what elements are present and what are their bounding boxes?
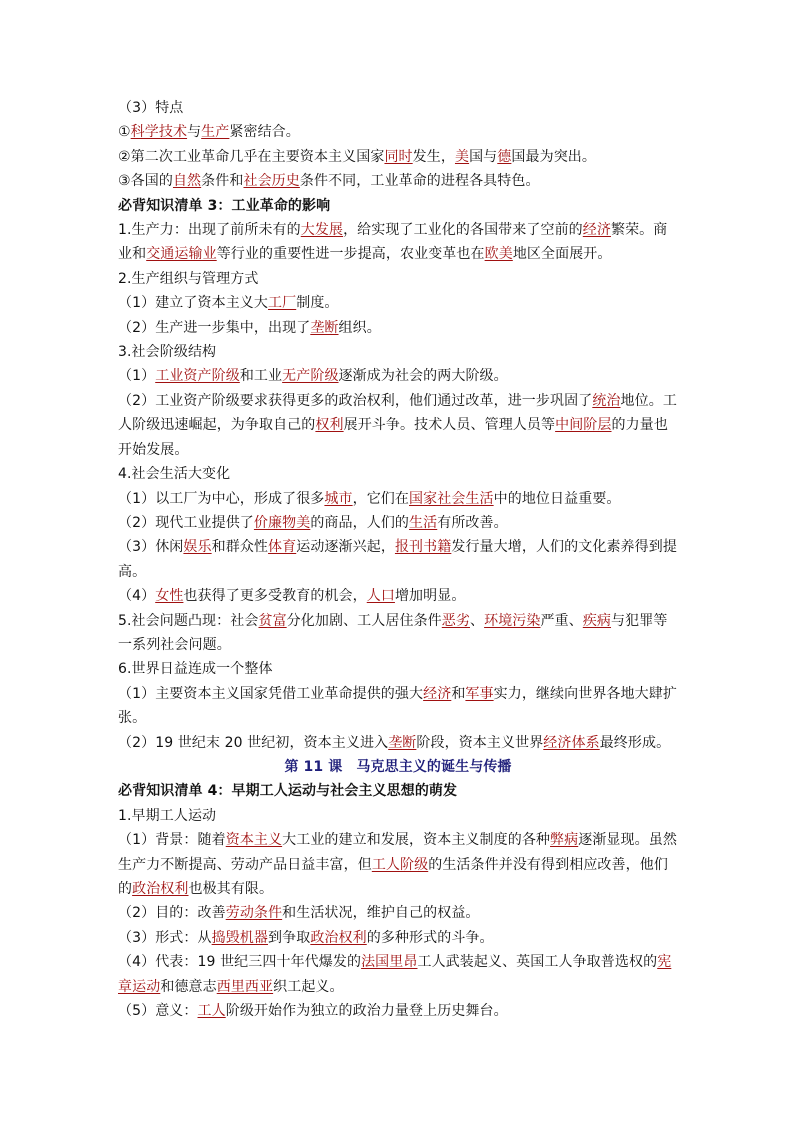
text-span: 运动逐渐兴起， — [296, 539, 395, 556]
text-line — [118, 731, 678, 755]
text-span: （1） — [118, 368, 156, 385]
key-term: 国家社会生活 — [409, 490, 494, 507]
text-span: 实力，继续向世界各地大肆扩张。 — [118, 685, 677, 727]
key-term: 宪章运动 — [118, 954, 672, 995]
text-span: 国与 — [469, 148, 498, 165]
key-term: 同时 — [384, 148, 413, 165]
key-term: 统治 — [592, 392, 621, 409]
key-term: 劳动条件 — [225, 905, 283, 922]
text-span: 展开斗争。技术人员、管理人员等 — [343, 417, 556, 434]
text-span: 织工起义。 — [273, 978, 344, 995]
text-line — [118, 584, 678, 608]
text-span: 、 — [469, 612, 485, 629]
text-span: 的生活条件并没有得到相应改善，他们的 — [118, 856, 668, 897]
text-span: 的商品，人们的 — [310, 514, 410, 531]
key-term: 贫富 — [258, 612, 287, 629]
key-term: 疾病 — [582, 612, 612, 629]
text-span: 2.生产组织与管理方式 — [118, 270, 259, 287]
key-term: 西里西亚 — [216, 978, 274, 995]
text-line — [118, 145, 678, 169]
text-span: （3）形式：从 — [118, 929, 212, 946]
text-span: 繁荣。商业和 — [118, 222, 668, 263]
text-line — [118, 804, 678, 828]
text-line — [118, 901, 678, 925]
text-span: 工人武装起义、英国工人争取普选权的 — [417, 954, 658, 971]
text-line — [118, 96, 678, 120]
text-span: ，给实现了工业化的各国带来了空前的 — [343, 222, 583, 239]
key-term: 垄断 — [388, 734, 417, 751]
text-span: 地区全面展开。 — [512, 246, 612, 263]
text-span: （1）建立了资本主义大 — [118, 295, 269, 312]
key-term: 美 — [454, 148, 470, 165]
key-term: 政治权利 — [132, 881, 189, 897]
text-span: 4.社会生活大变化 — [118, 466, 231, 483]
text-span: 分化加剧、工人居住条件 — [286, 612, 442, 629]
text-span: 与犯罪等一系列社会问题。 — [118, 612, 668, 653]
key-term: 经济 — [423, 685, 452, 702]
text-span: 和群众性 — [211, 539, 269, 556]
text-line — [118, 316, 678, 340]
text-span: （4）代表：19 世纪三四十年代爆发的 — [118, 954, 362, 971]
text-span: （2）现代工业提供了 — [118, 514, 254, 531]
text-span: 地位。工人阶级迅速崛起，为争取自己的 — [118, 392, 677, 434]
text-span: 和工业 — [239, 368, 283, 385]
text-span: 也获得了更多受教育的机会， — [183, 588, 367, 605]
text-span: （2）目的：改善 — [118, 905, 226, 922]
text-line — [118, 999, 678, 1023]
text-line — [118, 926, 678, 950]
key-term: 科学技术 — [130, 124, 188, 141]
text-span: 第 11 课 马克思主义的诞生与传播 — [284, 758, 512, 775]
text-line — [118, 169, 678, 193]
key-term: 工业资产阶级 — [155, 368, 240, 385]
text-line — [118, 364, 678, 388]
text-span: 制度。 — [296, 295, 339, 312]
key-term: 娱乐 — [183, 539, 212, 556]
text-span: 也极其有限。 — [188, 881, 274, 897]
key-term: 经济 — [582, 222, 611, 239]
key-term: 自然 — [172, 173, 202, 190]
key-term: 生产 — [201, 124, 230, 141]
text-line — [118, 462, 678, 486]
text-span: （1）背景：随着 — [118, 832, 226, 849]
key-term: 大发展 — [300, 222, 344, 239]
key-term: 工厂 — [268, 295, 297, 312]
text-span: （2）19 世纪末 20 世纪初，资本主义进入 — [118, 734, 389, 751]
text-span: 条件和 — [201, 173, 244, 190]
text-line — [118, 340, 678, 364]
key-term: 德 — [497, 148, 512, 165]
text-span: 和生活状况，维护自己的权益。 — [282, 905, 480, 922]
text-span: （1）主要资本主义国家凭借工业革命提供的强大 — [118, 685, 424, 702]
key-term: 报刊书籍 — [394, 539, 452, 556]
text-span: 条件不同，工业革命的进程各具特色。 — [299, 173, 540, 190]
text-span: 发生， — [412, 148, 455, 165]
key-term: 无产阶级 — [282, 368, 339, 385]
section-heading — [118, 779, 678, 803]
text-span: 5.社会问题凸现：社会 — [118, 612, 259, 629]
key-term: 价廉物美 — [253, 514, 311, 531]
key-term: 恶劣 — [441, 612, 470, 629]
text-line — [118, 950, 678, 999]
text-line — [118, 267, 678, 291]
key-term: 欧美 — [484, 246, 513, 263]
text-span: 严重、 — [540, 612, 583, 629]
key-term: 法国里昂 — [361, 954, 418, 971]
text-span: ，它们在 — [352, 490, 410, 507]
text-span: 必背知识清单 3：工业革命的影响 — [118, 197, 331, 214]
text-span: 1.早期工人运动 — [118, 807, 217, 824]
text-span: ③各国的 — [118, 173, 173, 190]
key-term: 军事 — [465, 685, 494, 702]
text-span: （1）以工厂为中心，形成了很多 — [118, 490, 325, 507]
text-span: （4） — [118, 588, 156, 605]
text-line — [118, 828, 678, 901]
text-span: 等行业的重要性进一步提高，农业变革也在 — [216, 246, 485, 263]
lesson-title — [118, 755, 678, 779]
key-term: 城市 — [324, 490, 353, 507]
key-term: 政治权利 — [310, 929, 367, 946]
text-span: （2）生产进一步集中，出现了 — [118, 319, 311, 336]
text-span: 增加明显。 — [394, 588, 466, 605]
text-span: （3）休闲 — [118, 539, 184, 556]
text-span: 到争取 — [268, 929, 311, 946]
text-span: 必背知识清单 4：早期工人运动与社会主义思想的萌发 — [118, 783, 458, 800]
text-span: 有所改善。 — [437, 514, 508, 531]
text-span: （2）工业资产阶级要求获得更多的政治权利，他们通过改革，进一步巩固了 — [118, 392, 593, 409]
text-line — [118, 682, 678, 731]
text-span: 紧密结合。 — [229, 124, 300, 141]
key-term: 体育 — [268, 539, 297, 556]
text-span: 大工业的建立和发展，资本主义制度的各种 — [282, 832, 551, 849]
text-span: 逐渐显现。虽然生产力不断提高、劳动产品日益丰富，但 — [118, 832, 677, 873]
text-span: （5）意义： — [118, 1003, 198, 1020]
text-span: 和 — [451, 685, 466, 702]
text-span: 国最为突出。 — [511, 148, 596, 165]
text-span: 阶级开始作为独立的政治力量登上历史舞台。 — [225, 1003, 508, 1020]
text-span: 最终形成。 — [599, 734, 671, 751]
text-span: ②第二次工业革命几乎在主要资本主义国家 — [118, 148, 385, 165]
text-span: 中的地位日益重要。 — [493, 490, 621, 507]
key-term: 资本主义 — [225, 832, 283, 849]
key-term: 交通运输业 — [146, 246, 217, 263]
text-line — [118, 120, 678, 144]
text-line — [118, 291, 678, 315]
document-page — [118, 96, 678, 1023]
key-term: 工人阶级 — [371, 856, 429, 873]
text-line — [118, 657, 678, 681]
text-span: （3）特点 — [118, 100, 184, 116]
key-term: 人口 — [366, 588, 395, 605]
key-term: 中间阶层 — [555, 417, 612, 434]
text-line — [118, 511, 678, 535]
key-term: 女性 — [155, 588, 184, 605]
text-span: 3.社会阶级结构 — [118, 344, 217, 361]
text-span: ① — [118, 124, 131, 141]
text-span: 1.生产力：出现了前所未有的 — [118, 222, 301, 239]
key-term: 生活 — [409, 514, 438, 531]
text-line — [118, 218, 678, 267]
text-span: 的多种形式的斗争。 — [366, 929, 494, 946]
text-span: 的力量也开始发展。 — [118, 417, 668, 458]
text-span: 逐渐成为社会的两大阶级。 — [338, 368, 508, 385]
text-line — [118, 609, 678, 658]
key-term: 弊病 — [550, 832, 579, 849]
text-span: 6.世界日益连成一个整体 — [118, 661, 273, 678]
key-term: 社会历史 — [243, 173, 300, 190]
text-line — [118, 389, 678, 462]
key-term: 环境污染 — [484, 612, 541, 629]
key-term: 权利 — [315, 417, 344, 434]
text-span: 与 — [187, 124, 202, 141]
key-term: 垄断 — [310, 319, 339, 336]
text-span: 阶段，资本主义世界 — [416, 734, 544, 751]
text-line — [118, 535, 678, 584]
text-span: 发行量大增，人们的文化素养得到提高。 — [118, 539, 677, 580]
key-term: 捣毁机器 — [211, 929, 269, 946]
key-term: 工人 — [197, 1003, 226, 1020]
key-term: 经济体系 — [543, 734, 600, 751]
text-span: 组织。 — [338, 319, 381, 336]
section-heading — [118, 194, 678, 218]
text-span: 和德意志 — [160, 978, 217, 995]
text-line — [118, 487, 678, 511]
